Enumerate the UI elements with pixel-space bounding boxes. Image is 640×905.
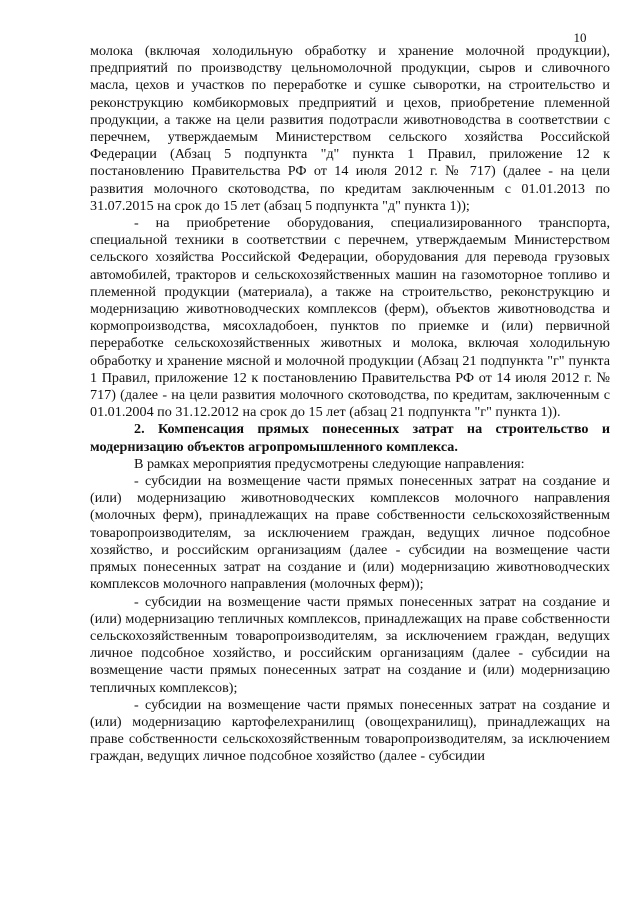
paragraph-equipment-purchase: - на приобретение оборудования, специализированного транспорта, специальной техники в соответствии с перечнем, утверждаемым Министерством сельского хозяйства Российской Федерации, оборудования для перевода грузовых автомобилей, тракторов и сельскохозяйственных машин на газомоторное топливо и племенной продукции (материала), а также на строительство, реконструкцию и модернизацию животноводческих комплексов (ферм), объектов животноводства и кормопроизводства, мясохладобоен, пунктов по приемке и (или) первичной переработке сельскохозяйственных животных и молока, включая холодильную обработку и хранение мясной и молочной продукции (Абзац 21 подпункта "г" пункта 1 Правил, приложение 12 к постановлению Правительства РФ от 14 июля 2012 г. № 717) (далее - на цели развития молочного скотоводства, по кредитам, заключенным с 01.01.2004 по 31.12.2012 на срок до 15 лет (абзац 21 подпункта "г" пункта 1)). <box>90 215 610 421</box>
section-heading: 2. Компенсация прямых понесенных затрат на строительство и модернизацию объектов агропромышленного комплекса. <box>90 421 610 455</box>
list-item-potato-storage: - субсидии на возмещение части прямых понесенных затрат на создание и (или) модернизацию картофелехранилищ (овощехранилищ), принадлежащих на праве собственности сельскохозяйственным товаропроизводителям, за исключением граждан, ведущих личное подсобное хозяйство (далее - субсидии <box>90 696 610 765</box>
paragraph-continuation: молока (включая холодильную обработку и хранение молочной продукции), предприятий по производству цельномолочной продукции, сыров и сливочного масла, цехов и участков по переработке и сушке сыворотки, на строительство и реконструкцию комбикормовых предприятий и цехов, приобретение племенной продукции, а также на цели развития подотрасли животноводства в соответствии с перечнем, утверждаемым Министерством сельского хозяйства Российской Федерации (Абзац 5 подпункта "д" пункта 1 Правил, приложение 12 к постановлению Правительства РФ от 14 июля 2012 г. № 717) (далее - на цели развития молочного скотоводства, по кредитам заключенным с 01.01.2013 по 31.07.2015 на срок до 15 лет (абзац 5 подпункта "д" пункта 1)); <box>90 43 610 214</box>
document-body <box>90 43 610 766</box>
page-number: 10 <box>573 30 587 45</box>
list-item-dairy-farms: - субсидии на возмещение части прямых понесенных затрат на создание и (или) модернизацию животноводческих комплексов молочного направления (молочных ферм), принадлежащих на праве собственности сельскохозяйственным товаропроизводителям, за исключением граждан, ведущих личное подсобное хозяйство, и российским организациям (далее - субсидии на возмещение части прямых понесенных затрат на создание и (или) модернизацию животноводческих комплексов молочного направления (молочных ферм)); <box>90 473 610 593</box>
list-item-greenhouses: - субсидии на возмещение части прямых понесенных затрат на создание и (или) модернизацию тепличных комплексов, принадлежащих на праве собственности сельскохозяйственным товаропроизводителям, за исключением граждан, ведущих личное подсобное хозяйство, и российским организациям (далее - субсидии на возмещение части прямых понесенных затрат на создание и (или) модернизацию тепличных комплексов); <box>90 593 610 696</box>
paragraph-intro: В рамках мероприятия предусмотрены следующие направления: <box>134 455 525 472</box>
